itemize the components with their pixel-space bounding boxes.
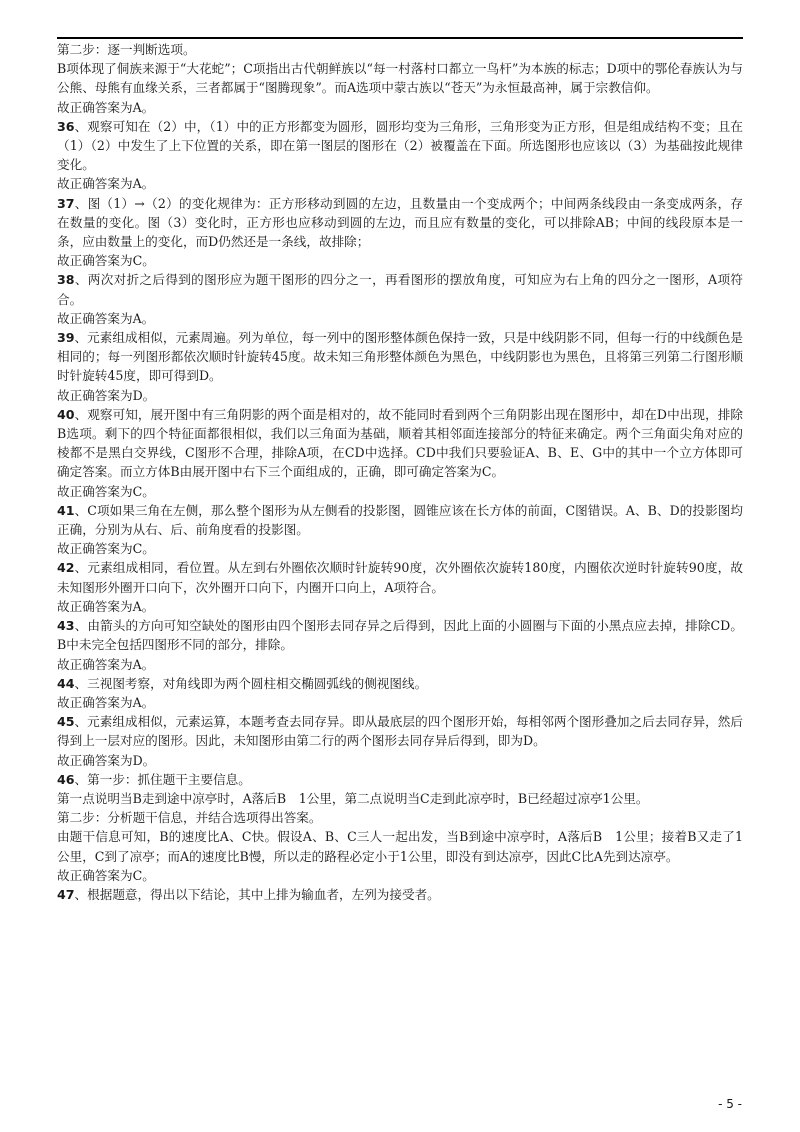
explanation-line	[57, 866, 743, 885]
explanation-line	[57, 309, 743, 328]
question-number: 41	[57, 502, 75, 518]
question-number: 46	[57, 771, 75, 787]
question-number: 38	[57, 272, 75, 288]
explanation-line	[57, 693, 743, 712]
paragraph-text: 故正确答案为A。	[57, 99, 155, 115]
paragraph-text: 、第一步：抓住题干主要信息。	[74, 771, 251, 787]
paragraph-text: 故正确答案为A。	[57, 656, 155, 672]
paragraph-text: 、由箭头的方向可知空缺处的图形由四个图形去同存异之后得到，因此上面的小圆圈与下面的小黑点应去掉，排除CD。B中未完全包括四图形不同的部分，排除。	[57, 618, 743, 653]
question-explanation-41	[57, 501, 743, 539]
question-explanation-37	[57, 194, 743, 252]
paragraph-text: 、观察可知，展开图中有三角阴影的两个面是相对的，故不能同时看到两个三角阴影出现在图形中，却在D中出现，排除B选项。剩下的四个特征面都很相似，我们以三角面为基础，顺着其相邻面连接部分的特征来确定。两个三角面尖角对应的棱都不是黑白交界线，C图形不合理，排除A项，在CD中选择。CD中我们只要验证A、B、E、G中的其中一个立方体即可确定答案。而立方体B由展开图中右下三个面组成的，正确，即可确定答案为C。	[57, 406, 743, 480]
paragraph-text: 由题干信息可知，B的速度比A、C快。假设A、B、C三人一起出发，当B到途中凉亭时，A落后B 1公里；接着B又走了1公里，C到了凉亭；而A的速度比B慢，所以走的路程必定小于1公里，即没有到达凉亭，因此C比A先到达凉亭。	[57, 829, 743, 864]
paragraph-text: 、元素组成相同，看位置。从左到右外圈依次顺时针旋转90度，次外圈依次旋转180度，内圈依次逆时针旋转90度，故未知图形外圈开口向下，次外圈开口向下，内圈开口向上，A项符合。	[57, 560, 743, 595]
paragraph-text: 故正确答案为D。	[57, 752, 156, 768]
paragraph-text: 第二步：分析题干信息，并结合选项得出答案。	[57, 810, 322, 826]
explanation-line	[57, 174, 743, 193]
paragraph-text: 故正确答案为A。	[57, 310, 155, 326]
answer-explanations	[57, 40, 743, 904]
question-number: 40	[57, 406, 75, 422]
question-number: 44	[57, 675, 75, 691]
question-number: 43	[57, 618, 75, 634]
question-explanation-39	[57, 328, 743, 386]
question-explanation-45	[57, 712, 743, 750]
question-number: 42	[57, 560, 75, 576]
question-explanation-44	[57, 674, 743, 693]
question-number: 36	[57, 118, 75, 134]
question-explanation-43	[57, 616, 743, 654]
explanation-line	[57, 386, 743, 405]
paragraph-text: 、观察可知在（2）中，（1）中的正方形都变为圆形，圆形均变为三角形，三角形变为正方形，但是组成结构不变；且在（1）（2）中发生了上下位置的关系，即在第一图层的图形在（2）被覆盖在下面。所选图形也应该以（3）为基础按此规律变化。	[57, 118, 743, 173]
paragraph-text: 、元素组成相似，元素运算，本题考查去同存异。即从最底层的四个图形开始，每相邻两个图形叠加之后去同存异，然后得到上一层对应的图形。因此，未知图形由第二行的两个图形去同存异后得到，即为D。	[57, 714, 743, 749]
paragraph-text: 故正确答案为A。	[57, 176, 155, 192]
explanation-line	[57, 827, 743, 865]
explanation-line	[57, 655, 743, 674]
question-number: 37	[57, 195, 75, 211]
explanation-line	[57, 40, 743, 59]
explanation-line	[57, 98, 743, 117]
paragraph-text: 故正确答案为D。	[57, 387, 156, 403]
paragraph-text: 、元素组成相似，元素周遍。列为单位，每一列中的图形整体颜色保持一致，只是中线阴影不同，但每一行的中线颜色是相同的；每一列图形都依次顺时针旋转45度。故未知三角形整体颜色为黑色，中线阴影也为黑色，且将第三列第二行图形顺时针旋转45度，即可得到D。	[57, 330, 743, 384]
paragraph-text: 故正确答案为C。	[57, 541, 155, 557]
question-explanation-36	[57, 117, 743, 175]
explanation-line	[57, 59, 743, 97]
page-number: - 5 -	[718, 1097, 742, 1111]
question-explanation-42	[57, 558, 743, 596]
explanation-line	[57, 539, 743, 558]
paragraph-text: 、图（1）→（2）的变化规律为：正方形移动到圆的左边，且数量由一个变成两个；中间两条线段由一条变成两条，存在数量的变化。图（3）变化时，正方形也应移动到圆的左边，而且应有数量的变化，可以排除AB；中间的线段原本是一条，应由数量上的变化，而D仍然还是一条线，故排除；	[57, 195, 743, 250]
question-explanation-40	[57, 405, 743, 482]
explanation-line	[57, 251, 743, 270]
paragraph-text: 故正确答案为C。	[57, 867, 155, 883]
header-rule	[57, 37, 743, 39]
question-number: 45	[57, 714, 75, 730]
paragraph-text: 第一点说明当B走到途中凉亭时，A落后B 1公里，第二点说明当C走到此凉亭时，B已经超过凉亭1公里。	[57, 790, 649, 806]
paragraph-text: 故正确答案为C。	[57, 253, 155, 269]
explanation-line	[57, 751, 743, 770]
paragraph-text: 故正确答案为A。	[57, 694, 155, 710]
explanation-line	[57, 808, 743, 827]
explanation-line	[57, 482, 743, 501]
paragraph-text: 、三视图考察，对角线即为两个圆柱相交椭圆弧线的侧视图线。	[74, 675, 428, 691]
paragraph-text: 、两次对折之后得到的图形应为题干图形的四分之一，再看图形的摆放角度，可知应为右上角的四分之一图形，A项符合。	[57, 272, 743, 307]
paragraph-text: 故正确答案为A。	[57, 598, 155, 614]
question-number: 47	[57, 886, 75, 902]
question-explanation-38	[57, 270, 743, 308]
question-explanation-47	[57, 885, 743, 904]
paragraph-text: B项体现了侗族来源于“大花蛇”；C项指出古代朝鲜族以“每一村落村口都立一鸟杆”为本族的标志；D项中的鄂伦春族认为与公熊、母熊有血缘关系，三者都属于“图腾现象”。而A选项中蒙古族以“苍天”为永恒最高神，属于宗教信仰。	[57, 61, 743, 96]
paragraph-text: 第二步：逐一判断选项。	[57, 42, 196, 57]
question-number: 39	[57, 330, 75, 346]
paragraph-text: 、C项如果三角在左侧，那么整个图形为从左侧看的投影图，圆锥应该在长方体的前面，C图错误。A、B、D的投影图均正确，分别为从右、后、前角度看的投影图。	[57, 502, 743, 538]
explanation-line	[57, 597, 743, 616]
explanation-line	[57, 789, 743, 808]
paragraph-text: 、根据题意，得出以下结论，其中上排为输血者，左列为接受者。	[74, 886, 440, 902]
paragraph-text: 故正确答案为C。	[57, 483, 155, 499]
question-explanation-46	[57, 770, 743, 789]
